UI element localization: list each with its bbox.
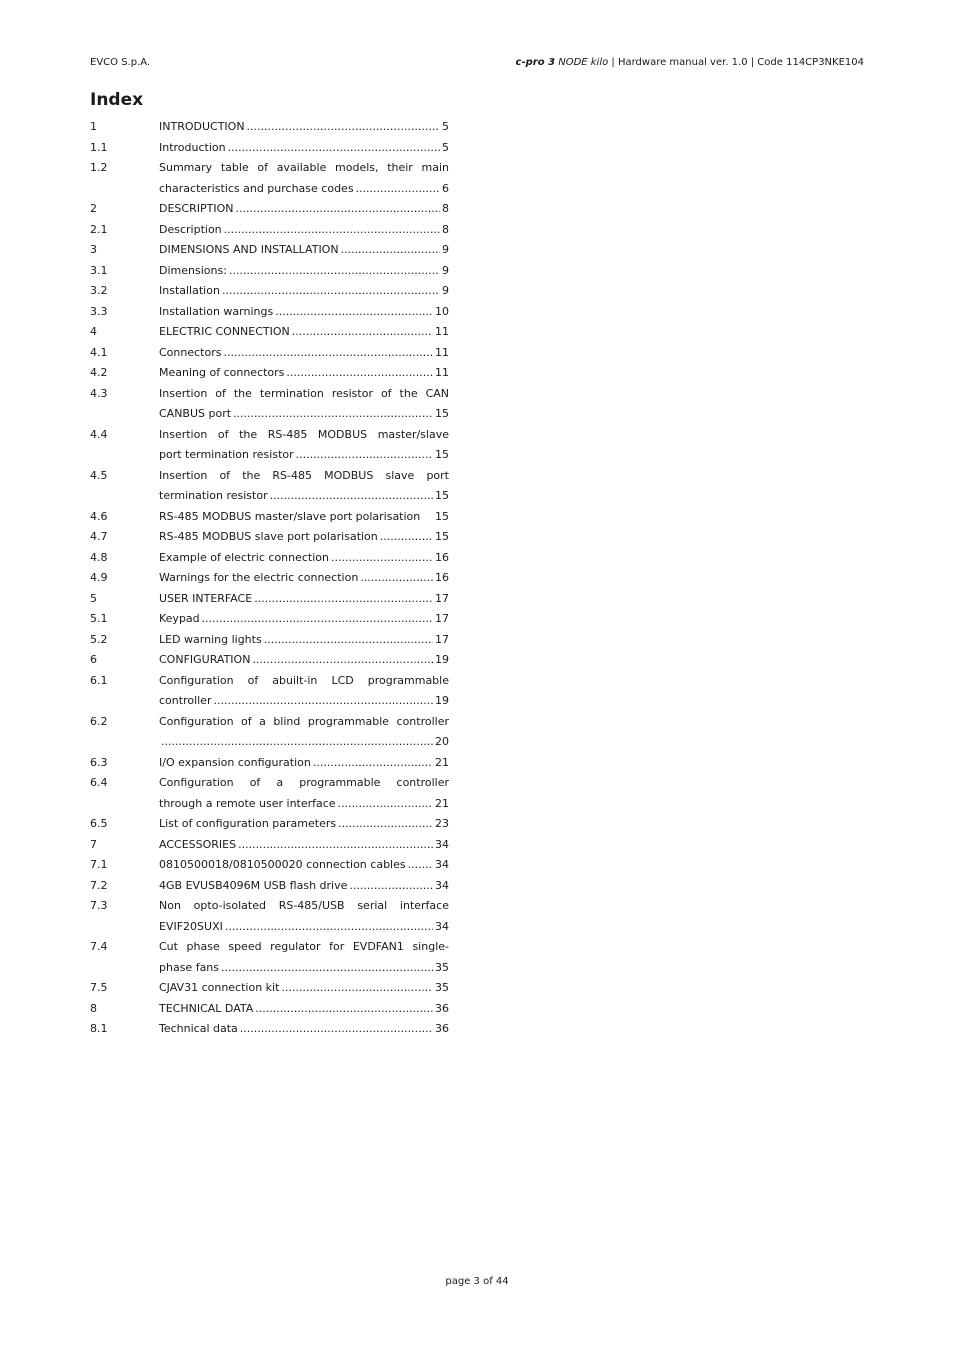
toc-entry-body <box>159 527 449 548</box>
toc-title-line <box>159 220 449 241</box>
toc-page-number: 35 <box>435 960 449 974</box>
dot-leader <box>264 630 433 651</box>
toc-section-number: 5 <box>90 591 97 605</box>
toc-entry[interactable] <box>90 384 449 425</box>
toc-title: 0810500018/0810500020 connection cables <box>159 858 406 871</box>
toc-entry[interactable] <box>90 814 449 835</box>
toc-title: Installation <box>159 284 220 297</box>
toc-entry-body <box>159 589 449 610</box>
toc-section-number: 5.1 <box>90 612 108 625</box>
toc-title-line <box>159 404 449 425</box>
toc-entry[interactable] <box>90 835 449 856</box>
dot-leader <box>255 999 433 1020</box>
toc-title-line <box>159 179 449 200</box>
toc-section-number: 4.9 <box>90 571 108 584</box>
dot-leader <box>313 753 433 774</box>
toc-title-line <box>159 691 449 712</box>
toc-section-number: 2 <box>90 202 97 215</box>
toc-section-number: 3.2 <box>90 284 108 297</box>
toc-title: List of configuration parameters <box>159 817 337 830</box>
toc-title-line <box>159 363 449 384</box>
dot-leader <box>224 220 440 241</box>
toc-title-line <box>159 978 449 999</box>
document-id <box>516 56 864 70</box>
dot-leader <box>338 794 433 815</box>
dot-leader <box>380 527 433 548</box>
dot-leader <box>233 404 433 425</box>
toc-section-number: 1.1 <box>90 140 108 154</box>
toc-entry-body <box>159 384 449 425</box>
toc-entry-body <box>159 835 449 856</box>
toc-entry-body <box>159 650 449 671</box>
toc-section-number: 7.1 <box>90 858 108 871</box>
dot-leader <box>228 138 440 159</box>
toc-page-number: 21 <box>435 755 449 769</box>
dot-leader <box>341 240 440 261</box>
toc-section-number: 6.2 <box>90 714 108 728</box>
toc-section-number: 4.3 <box>90 386 108 400</box>
toc-entry-body <box>159 814 449 835</box>
toc-entry-body <box>159 978 449 999</box>
dot-leader <box>349 876 433 897</box>
dot-leader <box>240 1019 433 1040</box>
toc-entry[interactable] <box>90 343 449 364</box>
toc-title: termination resistor <box>159 489 268 502</box>
toc-page-number: 23 <box>435 817 449 830</box>
toc-page-number: 15 <box>435 407 449 420</box>
toc-title-line: Configuration of a programmable controller <box>159 776 449 789</box>
toc-title-line <box>159 343 449 364</box>
dot-leader <box>161 732 433 753</box>
toc-section-number: 8.1 <box>90 1022 108 1035</box>
toc-entry[interactable] <box>90 753 449 774</box>
toc-section-number: 7.5 <box>90 981 108 994</box>
toc-section-number: 4 <box>90 325 97 338</box>
toc-entry[interactable] <box>90 261 449 282</box>
toc-title-line <box>159 568 449 589</box>
toc-title-line: Insertion of the termination resistor of the CAN <box>159 386 449 400</box>
toc-page-number: 5 <box>442 120 449 133</box>
toc-page-number: 15 <box>435 509 449 523</box>
toc-title-line: Configuration of abuilt-in LCD programmable <box>159 673 449 687</box>
dot-leader <box>221 958 433 979</box>
toc-entry[interactable] <box>90 978 449 999</box>
toc-entry-body <box>159 322 449 343</box>
toc-section-number: 4.5 <box>90 468 108 482</box>
toc-entry[interactable] <box>90 466 449 507</box>
toc-page-number: 15 <box>435 448 449 461</box>
toc-title: Installation warnings <box>159 304 274 318</box>
toc-entry-body <box>159 896 449 937</box>
toc-title: RS-485 MODBUS master/slave port polarisation <box>159 509 421 523</box>
toc-section-number: 3.1 <box>90 263 108 277</box>
dot-leader <box>225 917 433 938</box>
toc-title-line <box>159 958 449 979</box>
toc-section-number: 4.4 <box>90 427 108 441</box>
toc-title: ELECTRIC CONNECTION <box>159 325 290 338</box>
toc-entry-body <box>159 609 449 630</box>
toc-entry-body <box>159 548 449 569</box>
toc-page-number: 11 <box>435 345 449 359</box>
toc-page-number: 17 <box>435 632 449 646</box>
dot-leader <box>252 650 433 671</box>
toc-title-line <box>159 138 449 159</box>
toc-entry-body <box>159 281 449 302</box>
toc-title-line <box>159 527 449 548</box>
toc-page-number: 11 <box>435 325 449 338</box>
dot-leader <box>408 855 433 876</box>
toc-entry[interactable] <box>90 773 449 814</box>
toc-section-number: 2.1 <box>90 222 108 236</box>
toc-spacer <box>420 507 435 528</box>
toc-entry[interactable] <box>90 138 449 159</box>
toc-title: DESCRIPTION <box>159 202 234 215</box>
toc-title: controller <box>159 694 212 707</box>
toc-title: I/O expansion configuration <box>159 755 311 769</box>
toc-title-line <box>159 117 449 138</box>
toc-title: characteristics and purchase codes <box>159 181 354 195</box>
page-number: page 3 of 44 <box>445 1276 509 1287</box>
toc-section-number: 4.1 <box>90 345 108 359</box>
toc-entry-body <box>159 712 449 753</box>
toc-entry[interactable] <box>90 548 449 569</box>
toc-title: CANBUS port <box>159 407 232 420</box>
toc-page-number: 35 <box>435 981 449 994</box>
toc-page-number: 16 <box>435 550 449 564</box>
toc-entry[interactable] <box>90 650 449 671</box>
toc-title-line <box>159 814 449 835</box>
toc-title-line <box>159 650 449 671</box>
toc-section-number: 3 <box>90 243 97 256</box>
dot-leader <box>338 814 433 835</box>
toc-title: Connectors <box>159 345 222 359</box>
toc-page-number: 9 <box>442 284 449 297</box>
toc-entry-body <box>159 937 449 978</box>
toc-entry[interactable] <box>90 322 449 343</box>
toc-section-number: 6.1 <box>90 673 108 687</box>
toc-entry[interactable] <box>90 671 449 712</box>
toc-title: CONFIGURATION <box>159 653 251 666</box>
toc-section-number: 3.3 <box>90 304 108 318</box>
toc-page-number: 15 <box>435 489 449 502</box>
toc-entry[interactable] <box>90 855 449 876</box>
toc-title-line <box>159 240 449 261</box>
dot-leader <box>292 322 433 343</box>
toc-entry[interactable] <box>90 302 449 323</box>
toc-section-number: 7.4 <box>90 940 108 953</box>
toc-section-number: 6 <box>90 653 97 666</box>
toc-title-line <box>159 261 449 282</box>
toc-title: ACCESSORIES <box>159 837 237 851</box>
toc-entry[interactable] <box>90 527 449 548</box>
toc-page-number: 36 <box>435 1001 449 1015</box>
toc-title-line <box>159 486 449 507</box>
dot-leader <box>360 568 433 589</box>
toc-entry[interactable] <box>90 199 449 220</box>
toc-title: LED warning lights <box>159 632 262 646</box>
dot-leader <box>275 302 433 323</box>
toc-entry-body <box>159 240 449 261</box>
dot-leader <box>229 261 440 282</box>
toc-title: Meaning of connectors <box>159 366 285 379</box>
toc-entry[interactable] <box>90 589 449 610</box>
page-header <box>90 56 864 70</box>
toc-section-number: 4.7 <box>90 530 108 543</box>
toc-page-number: 19 <box>435 694 449 707</box>
dot-leader <box>247 117 440 138</box>
toc-entry-body <box>159 138 449 159</box>
toc-entry[interactable] <box>90 425 449 466</box>
toc-page-number: 34 <box>435 919 449 933</box>
toc-page-number: 9 <box>442 243 449 256</box>
toc-title-line <box>159 445 449 466</box>
toc-section-number: 5.2 <box>90 632 108 646</box>
toc-title-line <box>159 794 449 815</box>
toc-page-number: 8 <box>442 222 449 236</box>
toc-entry[interactable] <box>90 507 449 528</box>
toc-entry-body <box>159 507 449 528</box>
toc-title: Technical data <box>159 1022 238 1035</box>
toc-entry[interactable] <box>90 281 449 302</box>
toc-page-number: 6 <box>442 181 449 195</box>
toc-entry-body <box>159 158 449 199</box>
toc-page-number: 10 <box>435 304 449 318</box>
dot-leader <box>331 548 433 569</box>
product-name: c-pro 3 <box>515 57 556 68</box>
toc-page-number: 8 <box>442 202 449 215</box>
toc-entry[interactable] <box>90 220 449 241</box>
toc-title-line: Summary table of available models, their main <box>159 161 449 174</box>
toc-entry-body <box>159 199 449 220</box>
toc-entry-body <box>159 425 449 466</box>
toc-entry[interactable] <box>90 937 449 978</box>
index-title: Index <box>90 90 144 110</box>
toc-section-number: 4.2 <box>90 366 108 379</box>
toc-entry[interactable] <box>90 240 449 261</box>
toc-section-number: 7.3 <box>90 899 108 912</box>
toc-entry[interactable] <box>90 609 449 630</box>
toc-title: TECHNICAL DATA <box>159 1001 254 1015</box>
toc-title: RS-485 MODBUS slave port polarisation <box>159 530 378 543</box>
toc-section-number: 4.8 <box>90 550 108 564</box>
toc-title-line <box>159 281 449 302</box>
toc-title: Introduction <box>159 140 226 154</box>
toc-title-line <box>159 322 449 343</box>
toc-title: Example of electric connection <box>159 550 330 564</box>
toc-page-number: 20 <box>435 735 449 748</box>
toc-title-line <box>159 1019 449 1040</box>
dot-leader <box>238 835 433 856</box>
toc-title: Dimensions: <box>159 263 227 277</box>
toc-section-number: 6.5 <box>90 817 108 830</box>
toc-section-number: 7 <box>90 837 97 851</box>
dot-leader <box>286 363 433 384</box>
toc-page-number: 34 <box>435 837 449 851</box>
toc-title: EVIF20SUXI <box>159 919 223 933</box>
toc-entry[interactable] <box>90 1019 449 1040</box>
toc-title-line <box>159 876 449 897</box>
toc-entry-body <box>159 302 449 323</box>
toc-entry-body <box>159 671 449 712</box>
toc-page-number: 11 <box>435 366 449 379</box>
toc-entry[interactable] <box>90 999 449 1020</box>
toc-title-line <box>159 855 449 876</box>
toc-section-number: 4.6 <box>90 509 108 523</box>
toc-entry-body <box>159 630 449 651</box>
toc-title-line <box>159 732 449 753</box>
toc-title-line: Insertion of the RS-485 MODBUS master/slave <box>159 427 449 441</box>
toc-title: phase fans <box>159 960 220 974</box>
toc-title: DIMENSIONS AND INSTALLATION <box>159 243 339 256</box>
toc-title-line: Insertion of the RS-485 MODBUS slave port <box>159 468 449 482</box>
toc-title-line <box>159 999 449 1020</box>
toc-section-number: 7.2 <box>90 878 108 892</box>
toc-entry-body <box>159 117 449 138</box>
toc-title-line <box>159 917 449 938</box>
toc-page-number: 17 <box>435 612 449 625</box>
toc-title: 4GB EVUSB4096M USB flash drive <box>159 878 348 892</box>
toc-title: Description <box>159 222 222 236</box>
toc-entry[interactable] <box>90 712 449 753</box>
toc-title-line: Cut phase speed regulator for EVDFAN1 single- <box>159 940 449 953</box>
dot-leader <box>223 343 433 364</box>
toc-entry-body <box>159 753 449 774</box>
toc-entry[interactable] <box>90 363 449 384</box>
toc-page-number: 19 <box>435 653 449 666</box>
toc-entry[interactable] <box>90 630 449 651</box>
dot-leader <box>270 486 433 507</box>
toc-page-number: 15 <box>435 530 449 543</box>
toc-page-number: 9 <box>442 263 449 277</box>
toc-entry-body <box>159 466 449 507</box>
toc-title-line <box>159 507 449 528</box>
toc-title: INTRODUCTION <box>159 120 245 133</box>
dot-leader <box>254 589 433 610</box>
toc-title-line <box>159 835 449 856</box>
toc-entry[interactable] <box>90 876 449 897</box>
dot-leader <box>222 281 440 302</box>
toc-title: Keypad <box>159 612 200 625</box>
toc-title-line <box>159 199 449 220</box>
toc-entry-body <box>159 343 449 364</box>
manual-info: | Hardware manual ver. 1.0 | Code 114CP3NKE104 <box>611 57 864 68</box>
toc-section-number: 6.3 <box>90 755 108 769</box>
dot-leader <box>281 978 433 999</box>
toc-page-number: 5 <box>442 140 449 154</box>
toc-title: USER INTERFACE <box>159 591 253 605</box>
toc-section-number: 1 <box>90 120 97 133</box>
toc-entry-body <box>159 363 449 384</box>
toc-page-number: 36 <box>435 1022 449 1035</box>
toc-page-number: 16 <box>435 571 449 584</box>
toc-title-line <box>159 548 449 569</box>
toc-page-number: 34 <box>435 878 449 892</box>
toc-title-line <box>159 609 449 630</box>
dot-leader <box>296 445 433 466</box>
toc-page-number: 21 <box>435 796 449 810</box>
toc-page-number: 17 <box>435 591 449 605</box>
toc-section-number: 1.2 <box>90 161 108 174</box>
toc-entry-body <box>159 1019 449 1040</box>
dot-leader <box>356 179 440 200</box>
toc-entry[interactable] <box>90 158 449 199</box>
toc-entry-body <box>159 855 449 876</box>
company-name: EVCO S.p.A. <box>90 57 151 68</box>
toc-entry-body <box>159 568 449 589</box>
toc-title-line <box>159 630 449 651</box>
toc-entry-body <box>159 876 449 897</box>
toc-entry-body <box>159 220 449 241</box>
toc-section-number: 8 <box>90 1001 97 1015</box>
toc-title: Warnings for the electric connection <box>159 571 359 584</box>
toc-entry-body <box>159 773 449 814</box>
toc-entry-body <box>159 261 449 282</box>
toc-section-number: 6.4 <box>90 776 108 789</box>
toc-title-line <box>159 753 449 774</box>
toc-title: CJAV31 connection kit <box>159 981 280 994</box>
toc-title-line <box>159 302 449 323</box>
toc-title-line: Non opto-isolated RS-485/USB serial interface <box>159 899 449 912</box>
product-variant: NODE kilo <box>558 57 609 68</box>
toc-title-line: Configuration of a blind programmable controller <box>159 714 449 728</box>
dot-leader <box>235 199 440 220</box>
toc-entry[interactable] <box>90 117 449 138</box>
toc-title: port termination resistor <box>159 448 294 461</box>
dot-leader <box>202 609 433 630</box>
toc-entry[interactable] <box>90 896 449 937</box>
toc-entry-body <box>159 999 449 1020</box>
table-of-contents <box>90 117 449 1040</box>
toc-title-line <box>159 589 449 610</box>
toc-title: through a remote user interface <box>159 796 336 810</box>
toc-entry[interactable] <box>90 568 449 589</box>
toc-page-number: 34 <box>435 858 449 871</box>
dot-leader <box>213 691 433 712</box>
